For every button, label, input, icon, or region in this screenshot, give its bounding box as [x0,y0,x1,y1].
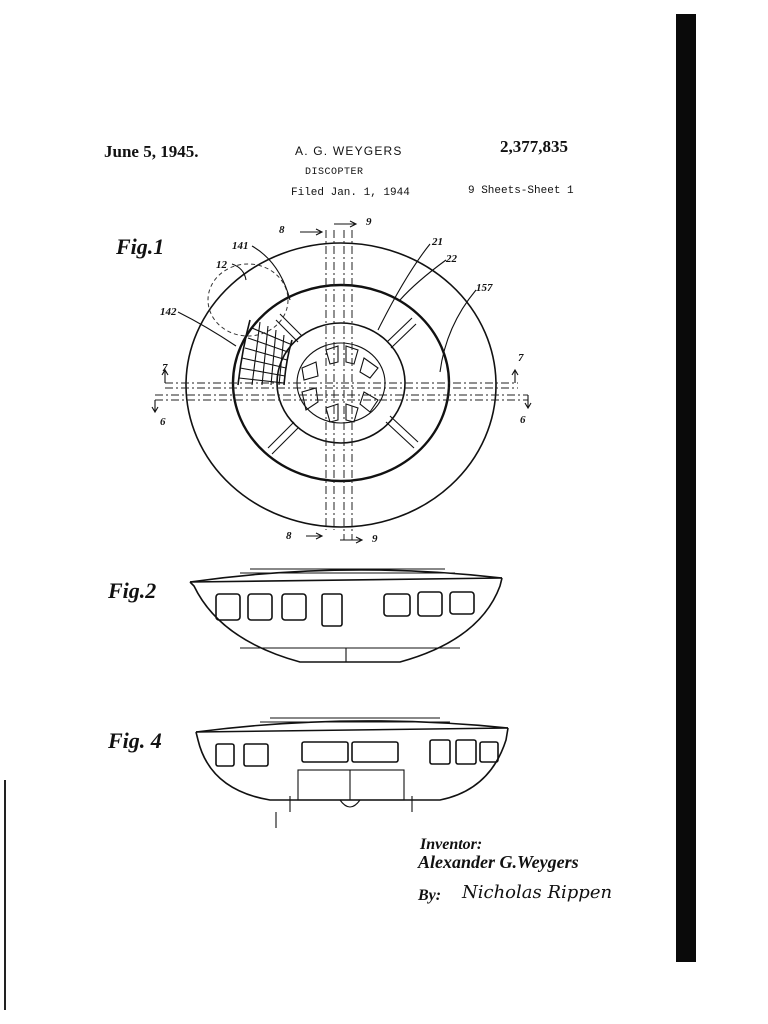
fig2-label: Fig.2 [108,578,157,603]
attorney-signature: Nicholas Rippen [462,882,613,903]
ref-141: 141 [232,240,249,252]
patent-number: 2,377,835 [500,137,568,156]
patent-date: June 5, 1945. [104,142,199,161]
invention-title: DISCOPTER [305,167,364,178]
ref-8-bottom: 8 [286,530,292,542]
filed-date: Filed Jan. 1, 1944 [291,187,410,199]
ref-6-right: 6 [520,414,526,426]
ref-7-left: 7 [162,362,168,374]
ref-9-bottom: 9 [372,533,378,545]
fig1-plan-view [152,221,531,543]
ref-21: 21 [432,236,443,248]
ref-7-right: 7 [518,352,524,364]
ref-22: 22 [446,253,457,265]
fig2-side-view [190,569,502,662]
inventor-label: Inventor: [420,836,483,853]
ref-142: 142 [160,306,177,318]
fig4-label: Fig. 4 [108,728,162,753]
fig4-side-view [196,718,508,828]
ref-6-left: 6 [160,416,166,428]
ref-9-top: 9 [366,216,372,228]
by-label: By: [418,887,442,904]
fig1-louvre-grid [238,320,292,385]
ref-157: 157 [476,282,493,294]
ref-8-top: 8 [279,224,285,236]
fig1-label: Fig.1 [116,234,165,259]
sheet-count: 9 Sheets-Sheet 1 [468,185,574,197]
inventor-header: A. G. WEYGERS [295,144,403,158]
inventor-signature-name: Alexander G.Weygers [418,852,579,872]
ref-12: 12 [216,259,227,271]
